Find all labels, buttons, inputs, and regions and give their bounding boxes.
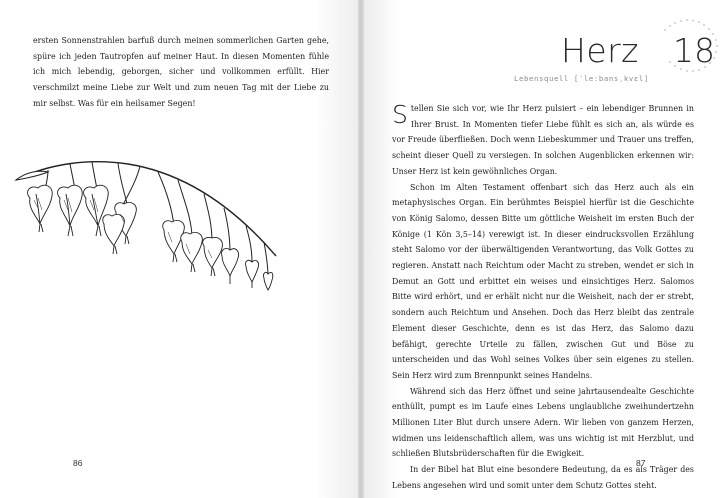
bleeding-heart-flower-icon xyxy=(8,150,308,320)
drop-cap: S xyxy=(392,100,408,129)
page-number-left: 86 xyxy=(73,458,83,468)
paragraph: Während sich das Herz öffnet und seine jahrtausendealte Geschichte enthüllt, pumpt es im Laufe eines Lebens unglaubliche zweihundertzehn Millionen Liter Blut durch unsere Adern. Wir lieben von ganzem Herzen, widmen uns leidenschaftlich allem, was uns wichtig ist mit Herzblut, und schließen Blutsbrüderschaften für die Ewigkeit. xyxy=(392,386,694,459)
paragraph: Schon im Alten Testament offenbart sich das Herz auch als ein metaphysisches Organ. Ein berühmtes Beispiel hierfür ist die Geschichte von König Salomo, dessen Bitte um göttliche Weisheit im ersten Buch der Könige (1 Kön 3,5–14) verewigt ist. In dieser eindrucksvollen Erzählung steht Salomo vor der überwältigenden Verantwortung, das Volk Gottes zu regieren. Anstatt nach Reichtum oder Macht zu streben, wendet er sich in Demut an Gott und erbittet ein weises und einsichtiges Herz. Salomos Bitte wird erhört, und er erhält nicht nur die Weisheit, nach der er strebt, sondern auch Reichtum und Ansehen. Doch das Herz bleibt das zentrale Element dieser Geschichte, denn es ist das Herz, das Salomo dazu befähigt, gerechte Urteile zu fällen, zwischen Gut und Böse zu unterscheiden und das Wohl seines Volkes über sein eigenes zu stellen. Sein Herz wird zum Brennpunkt seines Handelns. xyxy=(392,182,694,380)
right-page-text xyxy=(392,101,694,494)
page-number-right: 87 xyxy=(636,458,646,468)
first-paragraph xyxy=(392,101,694,180)
left-page xyxy=(0,0,358,498)
chapter-title: Herz xyxy=(561,31,640,70)
left-paragraph: ersten Sonnenstrahlen barfuß durch meinen sommerlichen Garten gehe, spüre ich jeden Tautropfen auf meiner Haut. In diesen Momenten fühle ich mich lebendig, geborgen, sicher und vollkommen erfüllt. Hier verschmilzt meine Liebe zur Welt und zum neuen Tag mit der Liebe zu mir selbst. Was für ein heilsamer Segen! xyxy=(33,36,329,108)
first-paragraph-text: tellen Sie sich vor, wie Ihr Herz pulsiert – ein lebendiger Brunnen in Ihrer Brust. In Momenten tiefer Liebe fühlt es sich an, als würde es vor Freude überfließen. Doch wenn Liebeskummer und Trauer uns treffen, scheint dieser Quell zu versiegen. In solchen Augenblicken erkennen wir: Unser Herz ist kein gewöhnliches Organ. xyxy=(392,104,694,176)
left-page-text xyxy=(33,33,329,112)
chapter-subtitle: Lebensquell [ˈleːbansˌkvɛl] xyxy=(514,74,649,83)
paragraph: In der Bibel hat Blut eine besondere Bedeutung, da es als Träger des Lebens angesehen wird und somit unter dem Schutz Gottes steht. xyxy=(392,465,694,490)
right-page xyxy=(364,0,720,498)
chapter-number: 18 xyxy=(673,31,715,70)
